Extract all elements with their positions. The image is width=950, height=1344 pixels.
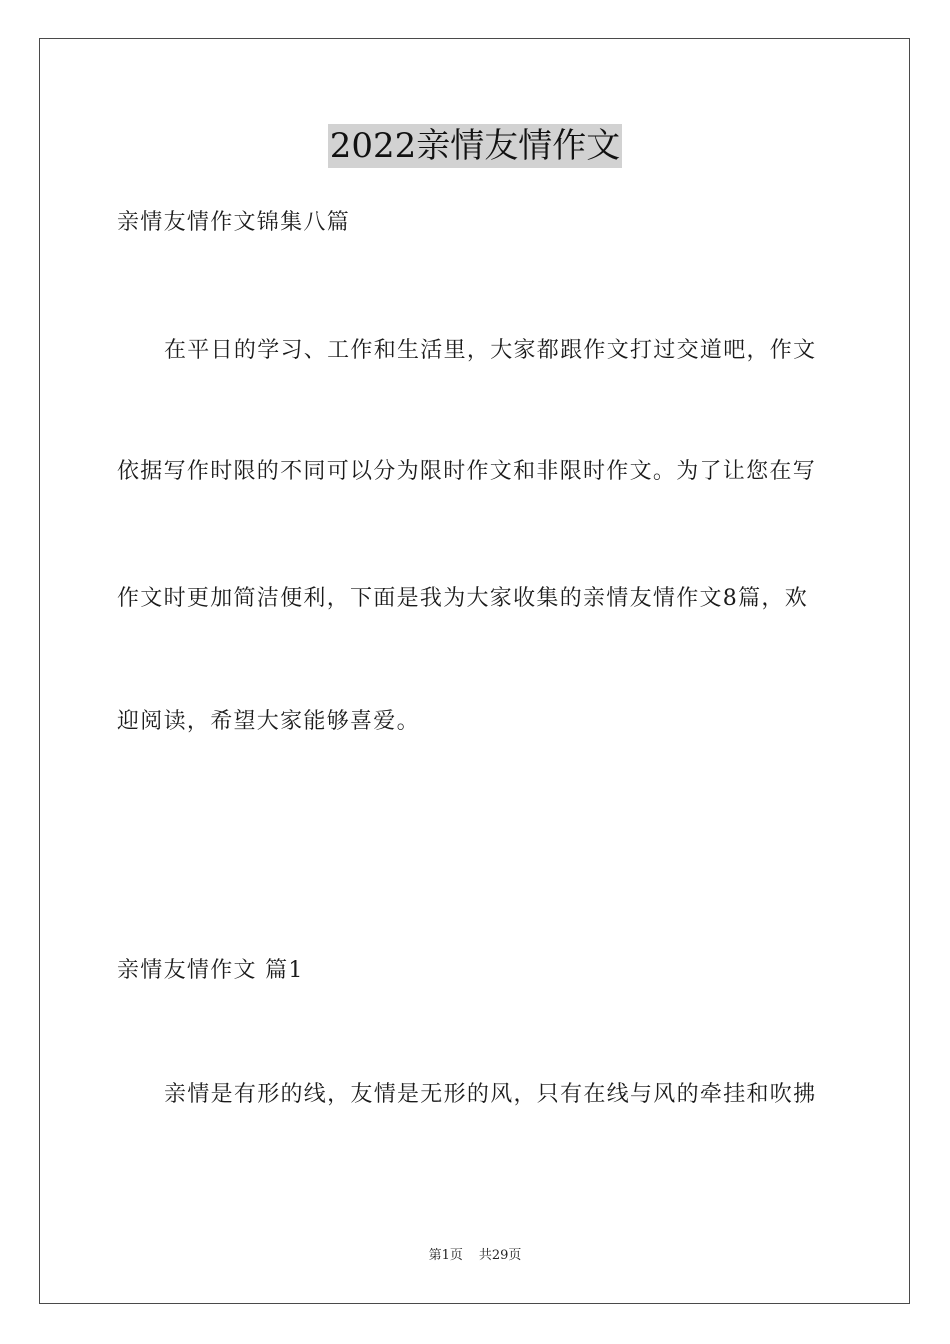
document-subtitle: 亲情友情作文锦集八篇: [117, 210, 351, 235]
paragraph-line-4: 迎阅读，希望大家能够喜爱。: [117, 709, 420, 734]
title-container: [0, 124, 950, 168]
section-heading: 亲情友情作文 篇1: [117, 958, 304, 983]
paragraph-line-2: 依据写作时限的不同可以分为限时作文和非限时作文。为了让您在写: [117, 459, 817, 484]
page-number-current: 第1页: [428, 1248, 463, 1263]
paragraph-line-1: 在平日的学习、工作和生活里，大家都跟作文打过交道吧，作文: [164, 338, 817, 363]
paragraph-line-3: 作文时更加简洁便利，下面是我为大家收集的亲情友情作文8篇，欢: [117, 586, 808, 611]
section-paragraph-line-1: 亲情是有形的线，友情是无形的风，只有在线与风的牵挂和吹拂: [164, 1082, 817, 1107]
page-footer: [0, 1247, 950, 1265]
page-number-total: 共29页: [478, 1248, 522, 1263]
document-title: 2022亲情友情作文: [329, 126, 621, 166]
